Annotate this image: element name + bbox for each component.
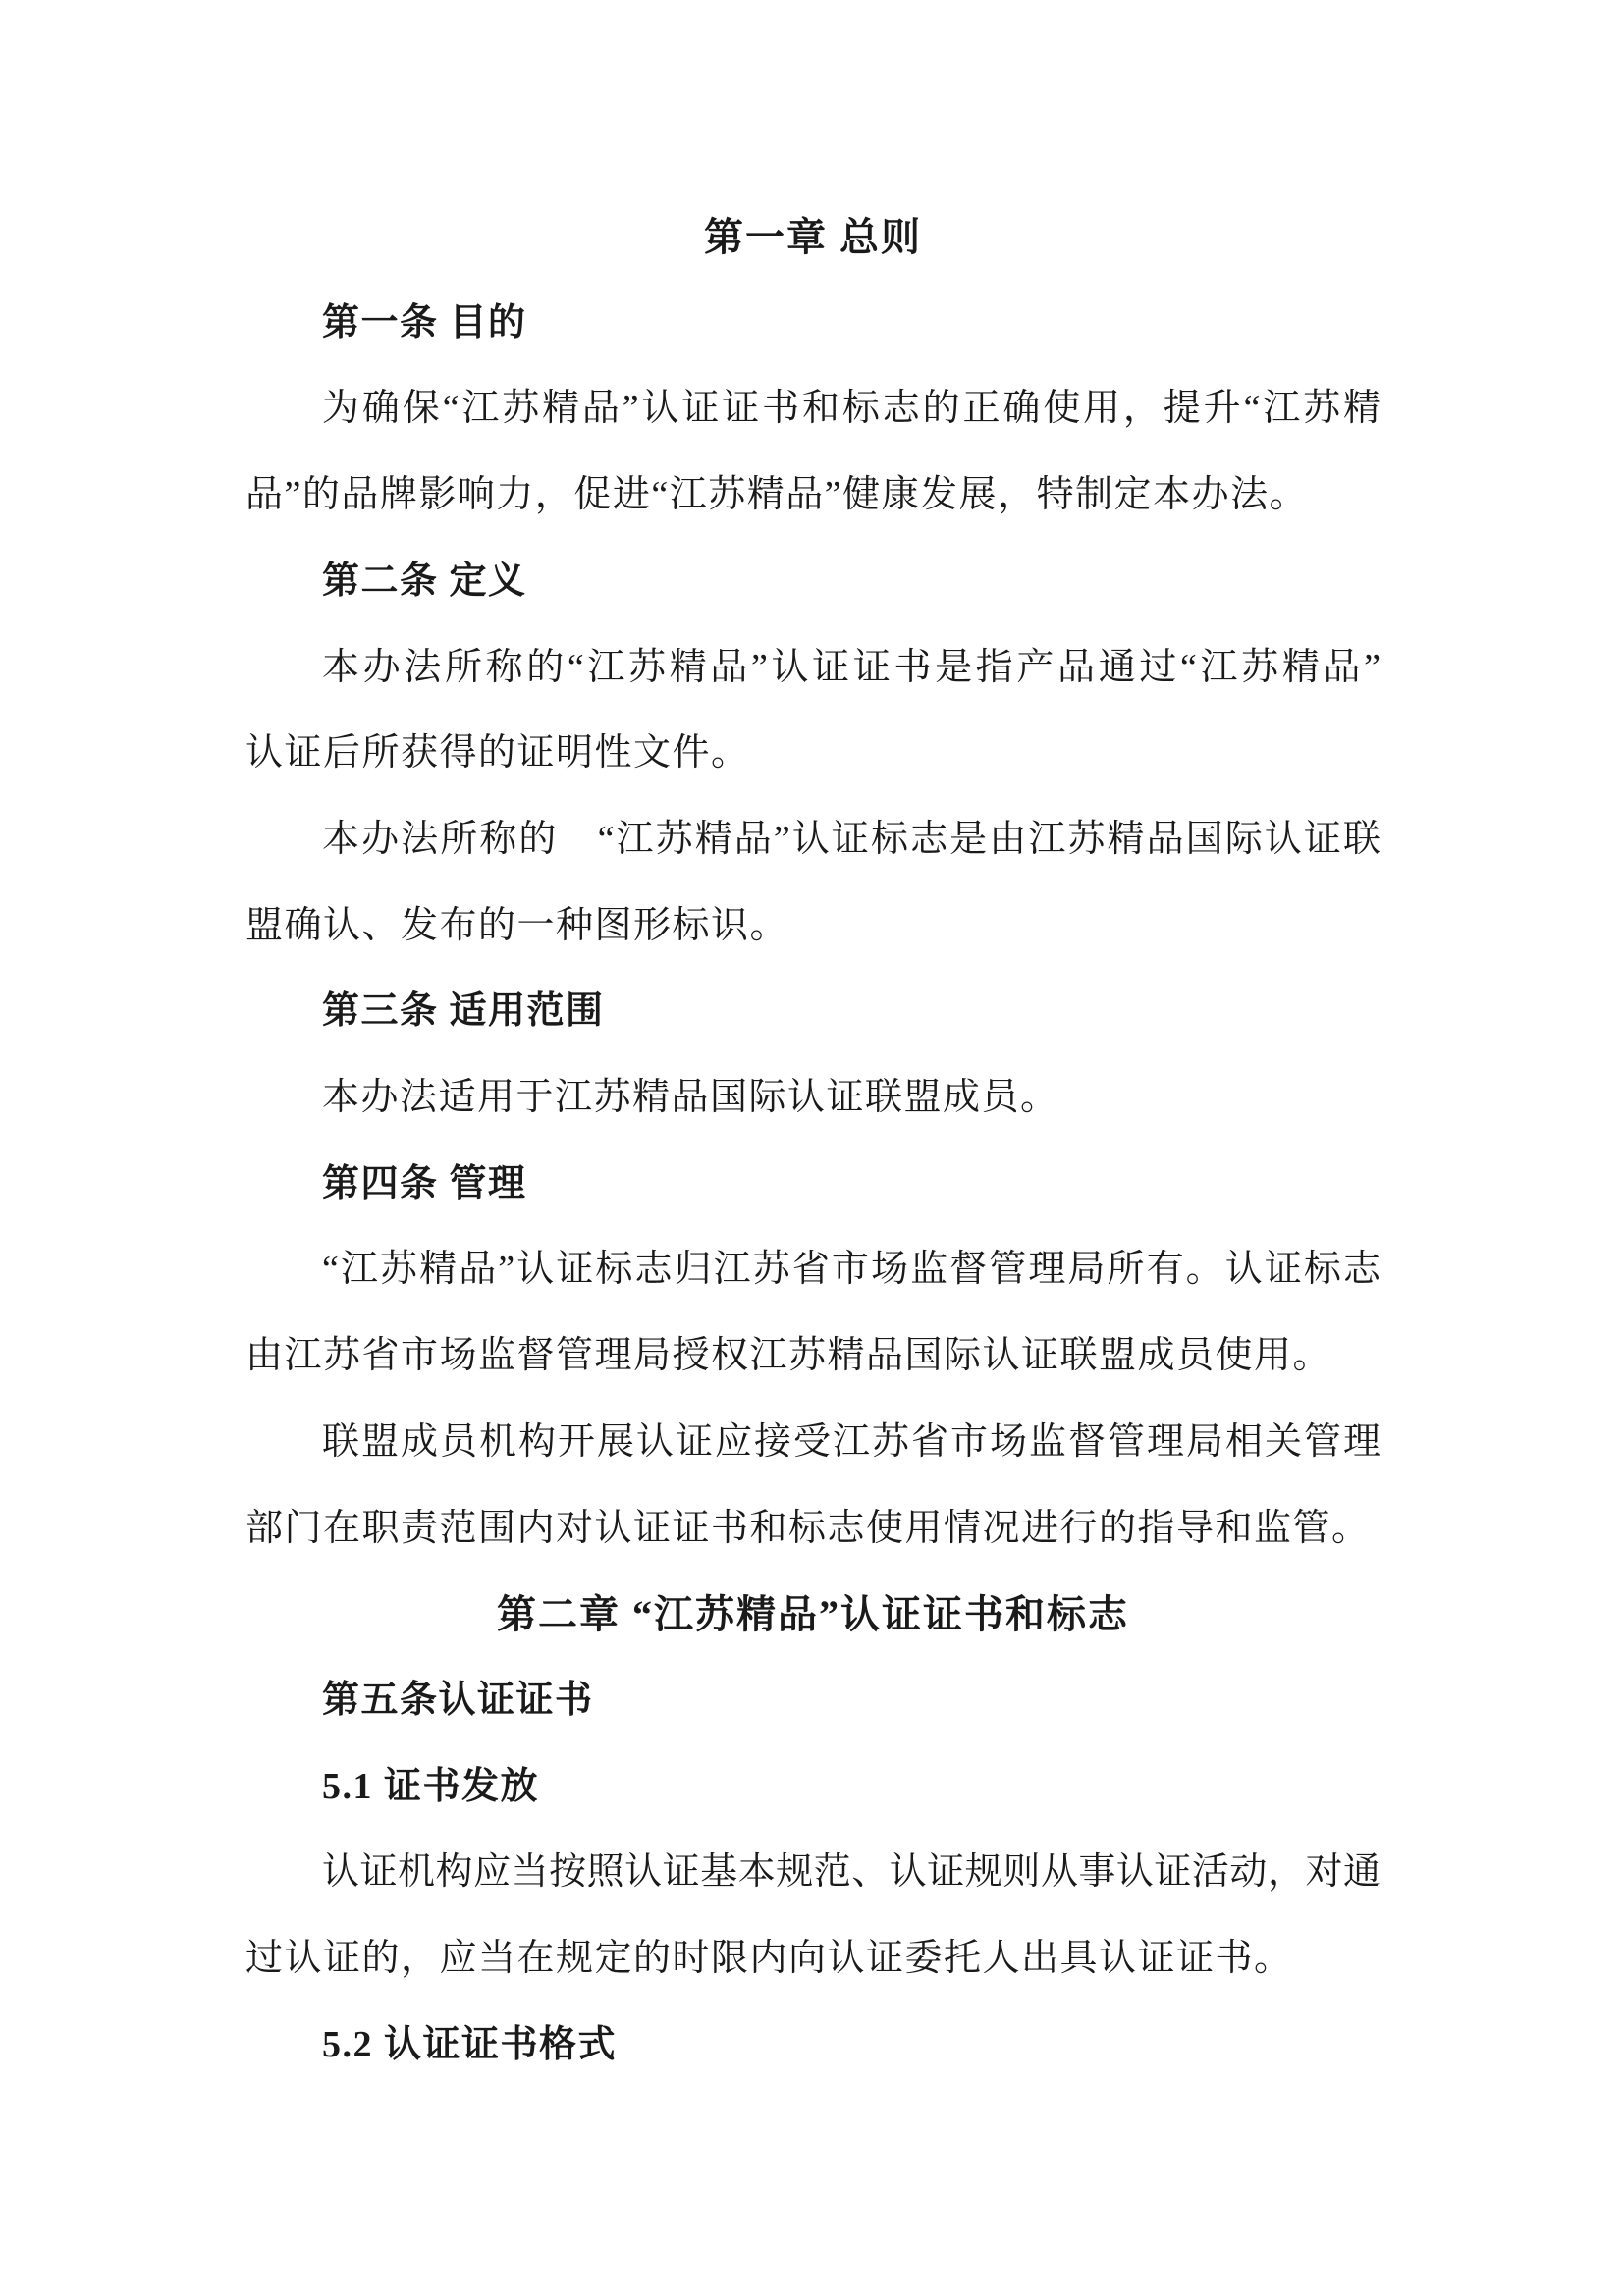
article-5-heading: 第五条认证证书 <box>322 1679 594 1721</box>
section-5-1-heading: 5.1 证书发放 <box>322 1765 540 1807</box>
article-2-heading: 第二条 定义 <box>322 560 527 602</box>
section-5-2-heading: 5.2 认证证书格式 <box>322 2023 618 2065</box>
document-body <box>245 194 1380 2088</box>
article-1-paragraph-line: 品”的品牌影响力，促进“江苏精品”健康发展，特制定本办法。 <box>245 474 1309 516</box>
article-4-paragraph-line: 由江苏省市场监督管理局授权江苏精品国际认证联盟成员使用。 <box>245 1335 1332 1377</box>
article-3-heading: 第三条 适用范围 <box>322 990 605 1033</box>
section-5-1-paragraph-line: 过认证的，应当在规定的时限内向认证委托人出具认证证书。 <box>245 1938 1293 1980</box>
article-4-paragraph-line: 联盟成员机构开展认证应接受江苏省市场监督管理局相关管理 <box>322 1420 1380 1463</box>
article-4-paragraph-line: “江苏精品”认证标志归江苏省市场监督管理局所有。认证标志 <box>322 1249 1380 1291</box>
article-4-paragraph-line: 部门在职责范围内对认证证书和标志使用情况进行的指导和监管。 <box>245 1507 1371 1549</box>
article-4-heading: 第四条 管理 <box>322 1162 527 1204</box>
article-2-paragraph-line: 盟确认、发布的一种图形标识。 <box>245 904 789 946</box>
article-2-paragraph-line: 本办法所称的“江苏精品”认证证书是指产品通过“江苏精品” <box>322 646 1380 688</box>
article-2-paragraph-line: 认证后所获得的证明性文件。 <box>245 732 750 774</box>
chapter-1-heading: 第一章 总则 <box>704 215 922 259</box>
article-3-paragraph-line: 本办法适用于江苏精品国际认证联盟成员。 <box>322 1077 1059 1119</box>
article-1-paragraph-line: 为确保“江苏精品”认证证书和标志的正确使用，提升“江苏精 <box>322 388 1380 430</box>
article-2-paragraph-line: 本办法所称的 “江苏精品”认证标志是由江苏精品国际认证联 <box>322 818 1380 860</box>
section-5-1-paragraph-line: 认证机构应当按照认证基本规范、认证规则从事认证活动，对通 <box>322 1851 1380 1894</box>
chapter-2-heading: 第二章 “江苏精品”认证证书和标志 <box>497 1592 1129 1637</box>
article-1-heading: 第一条 目的 <box>322 301 527 344</box>
